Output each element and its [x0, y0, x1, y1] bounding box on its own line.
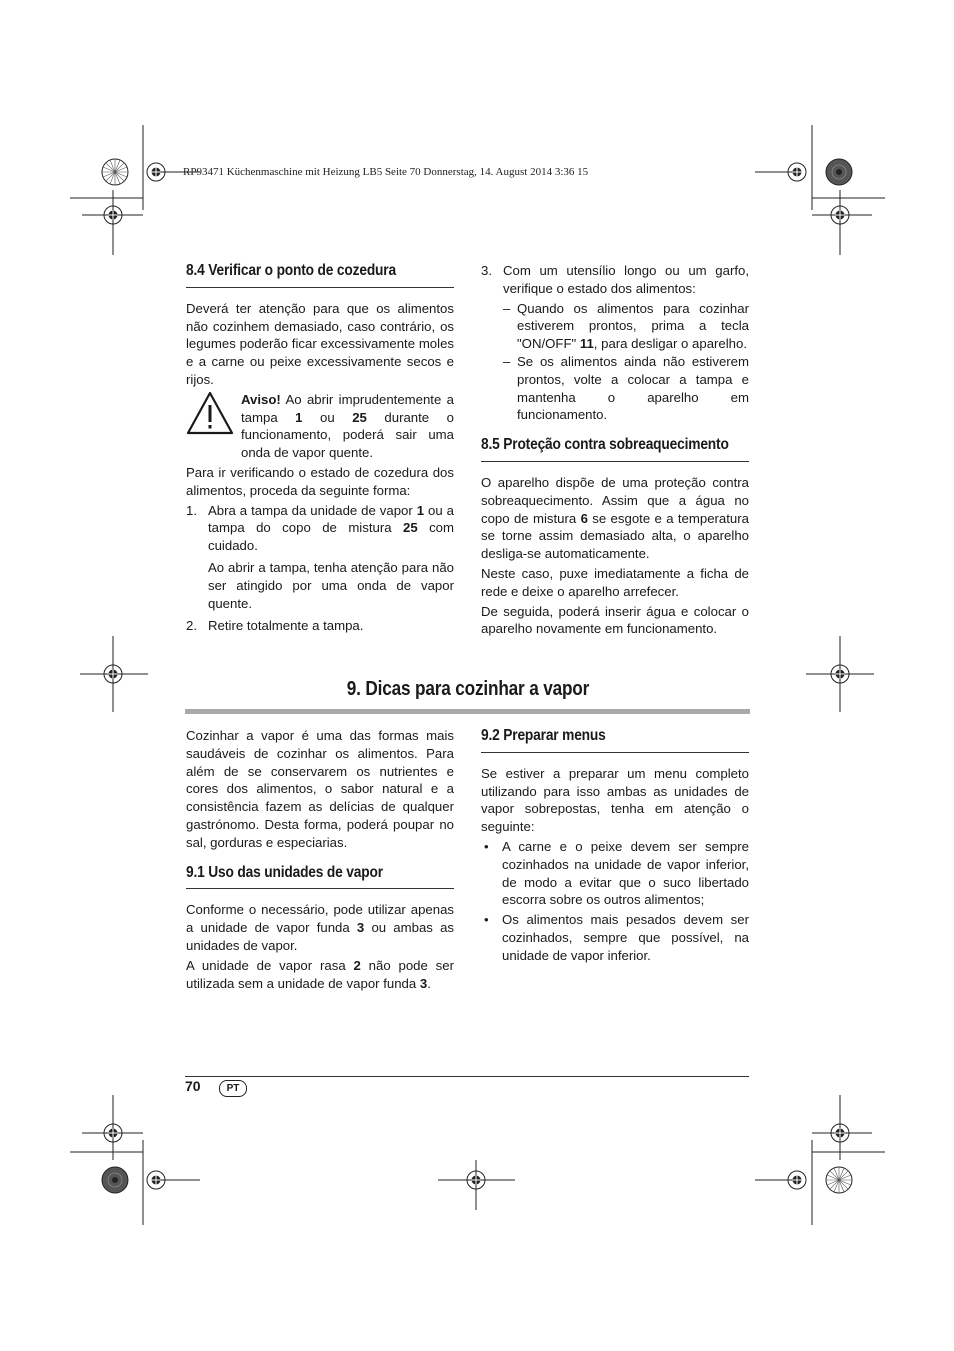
section-heading: 9.1 Uso das unidades de vapor	[186, 863, 383, 881]
list-text: Com um utensílio longo ou um garfo, verifique o estado dos alimentos:	[503, 263, 749, 296]
text-run: .	[427, 975, 431, 991]
warning-text	[241, 391, 454, 462]
paragraph: De seguida, poderá inserir água e colocar o aparelho novamente em funcionamento.	[481, 603, 749, 637]
ref-number: 1	[416, 502, 425, 518]
ref-number: 3	[419, 975, 428, 991]
text-run: ou a tampa do copo de mistura	[208, 502, 454, 536]
color-target-icon	[102, 1167, 128, 1193]
bullet-text: Os alimentos mais pesados devem ser cozinhados, sempre que possível, na unidade de vapor inferior.	[502, 912, 749, 963]
ref-number: 2	[353, 957, 361, 973]
list-item	[186, 617, 454, 635]
bullet-item	[481, 911, 749, 964]
dash-marker: –	[503, 300, 511, 316]
ref-number: 3	[356, 920, 365, 936]
warning-label: Aviso!	[241, 391, 281, 407]
ref-number: 25	[402, 520, 418, 536]
paragraph	[481, 474, 749, 563]
list-text	[208, 502, 454, 555]
list-number: 3.	[481, 263, 492, 278]
list-note: Ao abrir a tampa, tenha atenção para não ser atingido por uma onda de vapor quente.	[208, 559, 454, 611]
paragraph: Deverá ter atenção para que os alimentos não cozinhem demasiado, caso contrário, os legumes poderão ficar excessivamente moles e a carne ou peixe excessivamente secos e rijos.	[186, 300, 454, 387]
text-run: não pode ser utilizada sem a unidade de vapor funda	[186, 957, 454, 991]
page-number: 70	[185, 1078, 201, 1094]
bullet-marker: •	[484, 912, 489, 928]
ref-number: 25	[352, 409, 367, 425]
paragraph	[186, 901, 454, 954]
color-target-icon	[102, 159, 128, 185]
list-number: 2.	[186, 618, 197, 634]
section-heading: 8.4 Verificar o ponto de cozedura	[186, 262, 396, 279]
bullet-item	[481, 838, 749, 909]
text-run: ou ambas as unidades de vapor.	[186, 920, 455, 953]
paragraph: Cozinhar a vapor é uma das formas mais saudáveis de cozinhar os alimentos. Para além de se conservarem os nutrientes e cores dos alimentos, o sabor natural e a consistência fazem as delícias de qualquer gastrónomo. Desta forma, poderá poupar no sal, gorduras e especiarias.	[186, 728, 454, 850]
text-run: O aparelho dispõe de uma proteção contra sobreaquecimento. Assim que a água no copo de mistura	[481, 474, 749, 526]
list-number: 1.	[186, 502, 197, 518]
warning-triangle-icon	[186, 391, 241, 462]
section-heading-rule	[186, 864, 454, 890]
text-run: durante o funcionamento, poderá sair uma onda de vapor quente.	[241, 409, 454, 461]
section-heading-rule	[481, 436, 749, 462]
ref-number: 6	[580, 510, 588, 526]
text-run: Ao abrir imprudentemente a tampa	[241, 391, 454, 425]
section-9	[186, 727, 454, 994]
print-header: RP93471 Küchenmaschine mit Heizung LB5 Seite 70 Donnerstag, 14. August 2014 3:36 15	[183, 166, 589, 178]
text-run: Quando os alimentos para cozinhar estiverem prontos, prima a tecla "ON/OFF"	[517, 300, 749, 352]
chapter-title-text: 9. Dicas para cozinhar a vapor	[346, 678, 589, 700]
paragraph: Neste caso, puxe imediatamente a ficha de rede e deixe o aparelho arrefecer.	[481, 565, 749, 599]
list-item	[186, 502, 454, 555]
warning-block	[186, 391, 454, 462]
sub-list-item	[503, 353, 749, 424]
section-heading: 9.2 Preparar menus	[481, 727, 606, 744]
section-9-2	[481, 727, 749, 967]
text-run: , para desligar o aparelho.	[593, 336, 748, 352]
footer-rule	[185, 1076, 749, 1077]
text-run: Abra a tampa da unidade de vapor	[208, 502, 417, 518]
list-item	[481, 262, 749, 298]
section-8-4-continued	[481, 262, 749, 640]
section-heading-rule	[481, 727, 749, 753]
paragraph	[186, 957, 454, 993]
chapter-title	[185, 678, 750, 701]
section-heading: 8.5 Proteção contra sobreaquecimento	[481, 436, 729, 454]
text-run: Conforme o necessário, pode utilizar apenas a unidade de vapor funda	[186, 902, 454, 936]
paragraph: Se estiver a preparar um menu completo utilizando para isso ambas as unidades de vapor sobrepostas, tenha em atenção o seguinte:	[481, 765, 749, 835]
text-run: A unidade de vapor rasa	[186, 957, 354, 973]
color-target-icon	[826, 159, 852, 185]
dash-marker: –	[503, 353, 511, 369]
text-run: se esgote e a temperatura se torne assim demasiado alta, o aparelho desliga-se automaticamente.	[481, 510, 749, 562]
text-run: com cuidado.	[208, 520, 455, 554]
ref-number: 11	[579, 336, 594, 352]
list-text: Retire totalmente a tampa.	[208, 618, 364, 634]
bullet-marker: •	[484, 838, 489, 854]
sub-list-item	[503, 300, 749, 353]
text-run: ou	[302, 409, 353, 425]
language-badge: PT	[219, 1080, 247, 1097]
color-target-icon	[826, 1167, 852, 1193]
paragraph: Para ir verificando o estado de cozedura dos alimentos, proceda da seguinte forma:	[186, 464, 454, 498]
section-heading-rule	[186, 262, 454, 288]
section-8-4	[186, 262, 454, 637]
sub-list-text	[517, 300, 749, 353]
ref-number: 1	[295, 409, 303, 425]
bullet-text: A carne e o peixe devem ser sempre cozinhados na unidade de vapor inferior, de modo a evitar que o suco libertado escorra sobre os outros alimentos;	[502, 838, 749, 908]
sub-list-text: Se os alimentos ainda não estiverem prontos, volte a colocar a tampa e mantenha o aparelho em funcionamento.	[517, 353, 749, 423]
chapter-title-bar	[185, 709, 750, 714]
